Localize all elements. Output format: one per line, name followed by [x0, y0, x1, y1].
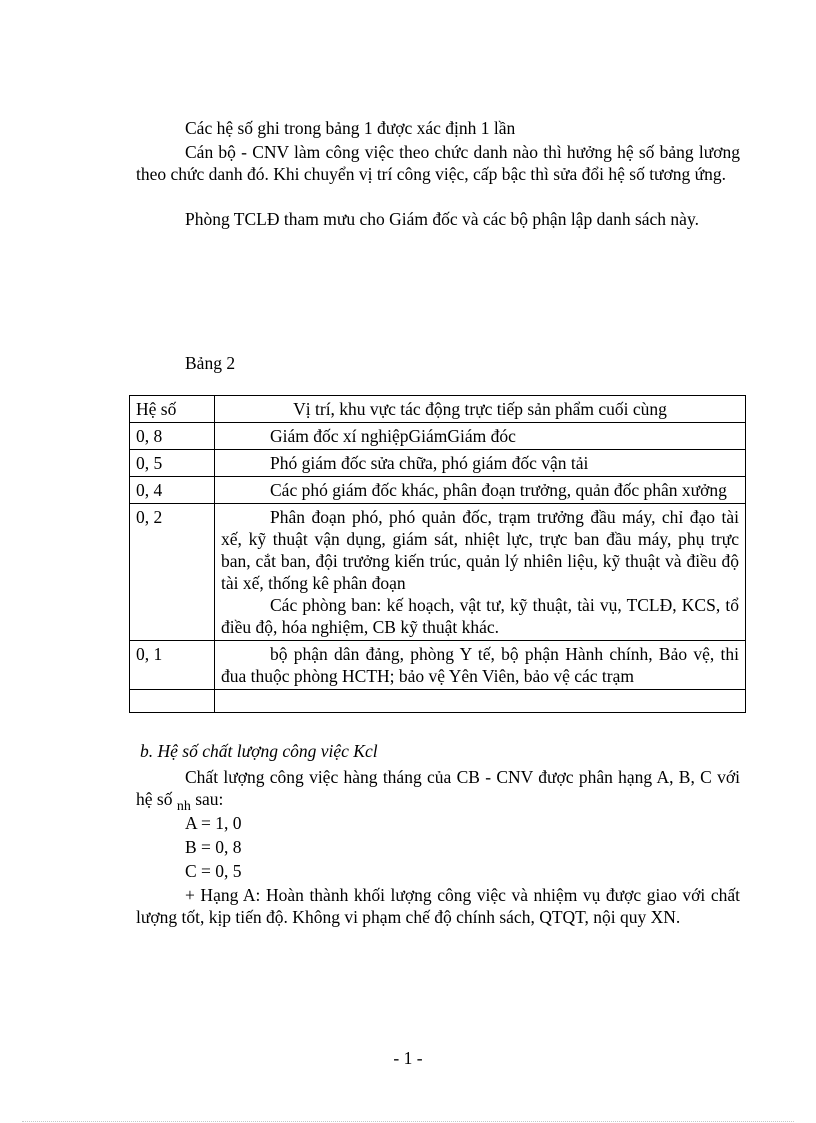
- row-description: Giám đốc xí nghiệpGiámGiám đóc: [270, 426, 516, 446]
- row-coefficient: 0, 4: [130, 477, 215, 504]
- paragraph-grade-a-description: + Hạng A: Hoàn thành khối lượng công việc và nhiệm vụ được giao với chất lượng tốt, kịp tiến độ. Không vi phạm chế độ chính sách, QTQT, nội quy XN.: [136, 885, 740, 927]
- table-row: [130, 450, 746, 477]
- table-empty-row: [130, 690, 746, 713]
- table-row: [130, 641, 746, 690]
- table-row: [130, 504, 746, 641]
- footer-divider: [22, 1121, 794, 1122]
- grade-b-value: B = 0, 8: [185, 837, 242, 857]
- table-header-row: [130, 396, 746, 423]
- row-coefficient: 0, 1: [130, 641, 215, 690]
- header-coefficient: Hệ số: [130, 396, 215, 423]
- row-coefficient: 0, 8: [130, 423, 215, 450]
- coefficient-table: [129, 395, 746, 713]
- row-description: Phó giám đốc sửa chữa, phó giám đốc vận tải: [270, 453, 589, 473]
- table-caption: Bảng 2: [185, 353, 236, 373]
- grade-c-value: C = 0, 5: [185, 861, 242, 881]
- grade-a-value: A = 1, 0: [185, 813, 242, 833]
- paragraph-quality-grading: Chất lượng công việc hàng tháng của CB - CNV được phân hạng A, B, C với hệ số $_{nh}$ sau:: [136, 767, 740, 814]
- paragraph-coefficient-note: Các hệ số ghi trong bảng 1 được xác định 1 lần: [185, 118, 516, 138]
- row-description: bộ phận dân đảng, phòng Y tế, bộ phận Hành chính, Bảo vệ, thi đua thuộc phòng HCTH; bảo vệ Yên Viên, bảo vệ các trạm: [221, 644, 739, 686]
- header-position: Vị trí, khu vực tác động trực tiếp sản phẩm cuối cùng: [215, 396, 746, 423]
- paragraph-tcld-role: Phòng TCLĐ tham mưu cho Giám đốc và các bộ phận lập danh sách này.: [185, 209, 699, 229]
- row-description: Các phó giám đốc khác, phân đoạn trưởng, quản đốc phân xưởng: [270, 480, 727, 500]
- row-coefficient: 0, 5: [130, 450, 215, 477]
- section-b-heading: b. Hệ số chất lượng công việc Kcl: [140, 741, 378, 761]
- row-coefficient: 0, 2: [130, 504, 215, 641]
- row-description: Phân đoạn phó, phó quản đốc, trạm trưởng đầu máy, chỉ đạo tài xế, kỹ thuật vận dụng, giám sát, nhiệt lực, trực ban đầu máy, phụ trực ban, cắt ban, đội trưởng kiến trúc, quản lý nhiên liệu, kỹ thuật và điều độ tài xế, thống kê phân đoạn: [221, 507, 739, 593]
- page-number: - 1 -: [393, 1048, 423, 1068]
- table-row: [130, 423, 746, 450]
- paragraph-job-title-coefficient: Cán bộ - CNV làm công việc theo chức danh nào thì hưởng hệ số bảng lương theo chức danh đó. Khi chuyển vị trí công việc, cấp bậc thì sửa đổi hệ số tương ứng.: [136, 142, 740, 184]
- row-description-departments: Các phòng ban: kế hoạch, vật tư, kỹ thuật, tài vụ, TCLĐ, KCS, tổ điều độ, hóa nghiệm, CB kỹ thuật khác.: [221, 595, 739, 637]
- table-row: [130, 477, 746, 504]
- subscript-nh: nh: [176, 799, 191, 814]
